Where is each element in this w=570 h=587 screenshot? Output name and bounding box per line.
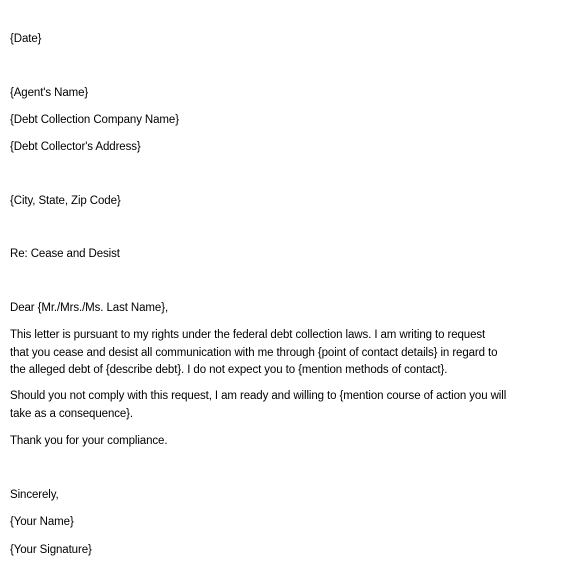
body-paragraph-1-line: the alleged debt of {describe debt}. I do not expect you to {mention methods of contact}.	[10, 364, 448, 376]
body-paragraph-1-line: that you cease and desist all communication with me through {point of contact details} in regard to	[10, 346, 498, 359]
body-paragraph-2-line: Should you not comply with this request, I am ready and willing to {mention course of action you will	[10, 390, 507, 402]
body-paragraph-3: Thank you for your compliance.	[10, 435, 168, 447]
company-name-line: {Debt Collection Company Name}	[10, 114, 179, 126]
body-paragraph-2-line: take as a consequence}.	[10, 407, 134, 420]
your-signature-line: {Your Signature}	[10, 544, 92, 556]
agent-name-line: {Agent's Name}	[10, 87, 89, 99]
address-line: {Debt Collector's Address}	[10, 141, 141, 153]
body-paragraph-1-line: This letter is pursuant to my rights under the federal debt collection laws. I am writing to request	[10, 329, 486, 341]
date-line: {Date}	[10, 33, 42, 45]
subject-line: Re: Cease and Desist	[10, 248, 120, 260]
closing-line: Sincerely,	[10, 489, 59, 501]
body-paragraph-1	[10, 327, 558, 380]
salutation-line: Dear {Mr./Mrs./Ms. Last Name},	[10, 302, 169, 314]
city-state-zip-line: {City, State, Zip Code}	[10, 195, 121, 207]
body-paragraph-2	[10, 388, 558, 423]
your-name-line: {Your Name}	[10, 516, 74, 528]
